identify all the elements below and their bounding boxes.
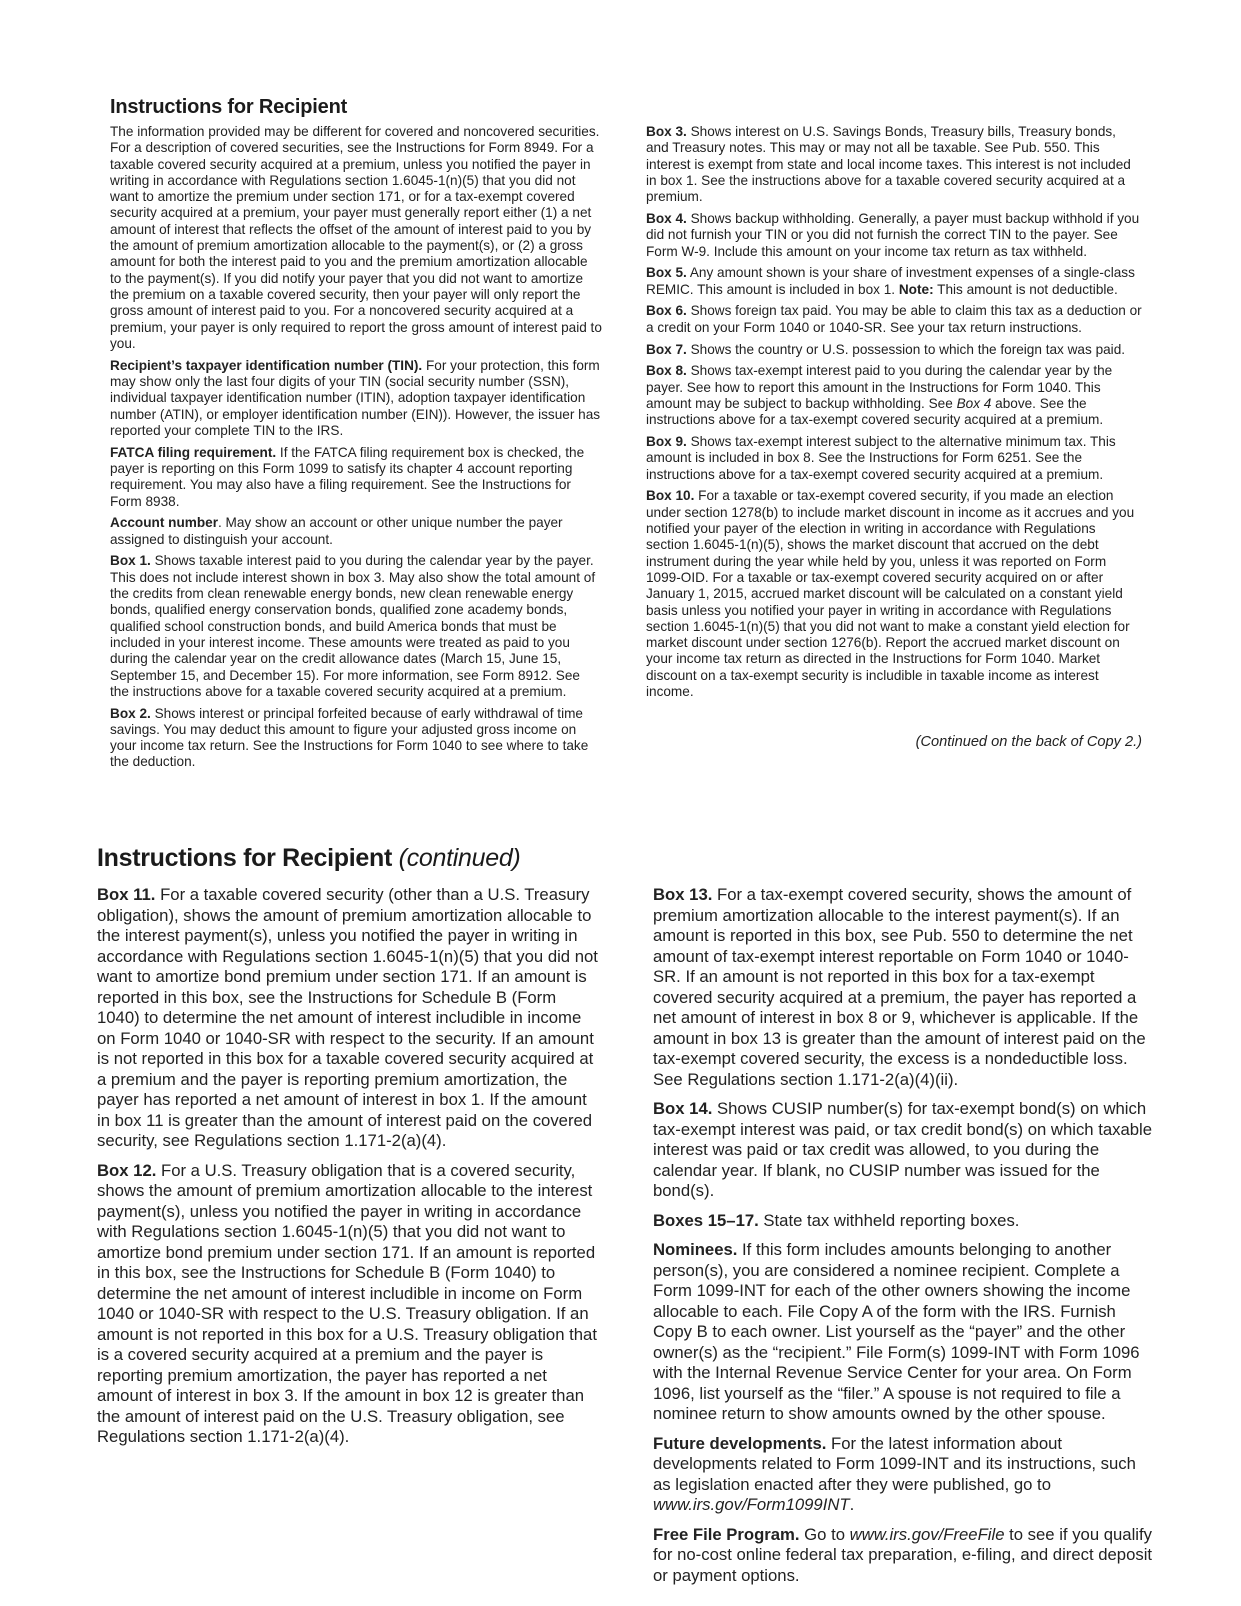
paragraph (646, 434, 1142, 483)
paragraph-lead: Future developments. (653, 1433, 827, 1453)
paragraph-lead: Box 4. (646, 210, 687, 226)
paragraph-text: For a tax-exempt covered security, shows the amount of premium amortization allocable to the interest payment(s). If an amount is reported in this box, see Pub. 550 to determine the net amount of tax-exempt interest reportable on Form 1040 or 1040-SR. If an amount is not reported in this box for a tax-exempt covered security acquired at a premium, the payer has reported a net amount of interest in box 8 or 9, whichever is applicable. If the amount in box 13 is greater than the amount of interest paid on the tax-exempt covered security, the excess is a nondeductible loss. See Regulations section 1.171-2(a)(4)(ii). (653, 885, 1146, 1089)
paragraph (653, 1240, 1155, 1425)
paragraph (97, 885, 603, 1152)
paragraph-text: Shows tax-exempt interest subject to the alternative minimum tax. This amount is included in box 8. See the Instructions for Form 6251. See the instructions above for a tax-exempt covered security acquired at a premium. (646, 434, 1116, 482)
paragraph-lead: Box 13. (653, 885, 713, 904)
section-title-continued (97, 843, 1155, 873)
paragraph-lead: Recipient’s taxpayer identification number (TIN). (110, 357, 423, 373)
paragraph-text: to see if you qualify for no-cost online federal tax preparation, e-filing, and direct deposit or payment options. (653, 1524, 1153, 1585)
paragraph (110, 515, 602, 548)
paragraph-text: Go to (799, 1524, 850, 1544)
paragraph-text: Shows foreign tax paid. You may be able to claim this tax as a deduction or a credit on your Form 1040 or 1040-SR. See your tax return instructions. (646, 303, 1142, 335)
paragraph-text: For a taxable covered security (other than a U.S. Treasury obligation), shows the amount of premium amortization allocable to the interest payment(s), unless you notified the payer in writing in accordance with Regulations section 1.6045-1(n)(5) that you did not want to amortize bond premium under section 171. If an amount is reported in this box, see the Instructions for Schedule B (Form 1040) to determine the net amount of interest includible in income on Form 1040 or 1040-SR with respect to the security. If an amount is not reported in this box for a taxable covered security acquired at a premium and the payer is reporting premium amortization, the payer has reported a net amount of interest in box 1. If the amount in box 11 is greater than the amount of interest paid on the covered security, see Regulations section 1.171-2(a)(4). (97, 885, 598, 1150)
paragraph-text: Any amount shown is your share of investment expenses of a single-class REMIC. This amount is included in box 1. (646, 265, 1135, 297)
paragraph (653, 885, 1155, 1090)
paragraph (110, 445, 602, 510)
right-column (646, 124, 1142, 776)
paragraph-lead: Box 14. (653, 1099, 713, 1118)
paragraph (653, 1525, 1155, 1587)
paragraph (653, 1099, 1155, 1202)
paragraph-lead: Account number (110, 515, 218, 531)
paragraph-text: Shows CUSIP number(s) for tax-exempt bond(s) on which tax-exempt interest was paid, or tax credit bond(s) on which taxable interest was paid or tax credit was allowed, to you during the calendar year. If blank, no CUSIP number was issued for the bond(s). (653, 1099, 1153, 1200)
right-column (653, 885, 1155, 1595)
paragraph-text: For your protection, this form may show only the last four digits of your TIN (social security number (SSN), individual taxpayer identification number (ITIN), adoption taxpayer identification number (ATIN), or employer identification number (EIN)). However, the issuer has reported your complete TIN to the IRS. (110, 357, 601, 438)
paragraph (646, 265, 1142, 298)
paragraph-lead: FATCA filing requirement. (110, 444, 277, 460)
paragraph-text: For a taxable or tax-exempt covered security, if you made an election under section 1278(b) to include market discount in income as it accrues and you notified your payer of the election in writing in accordance with Regulations section 1.6045-1(n)(5), shows the market discount that accrued on the debt instrument during the year while held by you, unless it was reported on Form 1099-OID. For a taxable or tax-exempt covered security acquired on or after January 1, 2015, accrued market discount will be calculated on a constant yield basis unless you notified your payer in writing in accordance with Regulations section 1.6045-1(n)(5) that you did not want to make a constant yield election for market discount under section 1276(b). Report the accrued market discount on your income tax return as directed in the Instructions for Form 1040. Market discount on a tax-exempt security is includible in taxable income as interest income. (646, 488, 1135, 699)
paragraph (646, 342, 1142, 358)
paragraph (653, 1434, 1155, 1516)
paragraph-lead: Box 7. (646, 341, 687, 357)
paragraph (110, 553, 602, 700)
paragraph-text: If this form includes amounts belonging to another person(s), you are considered a nominee recipient. Complete a Form 1099-INT for each of the other owners showing the income allocable to each. File Copy A of the form with the IRS. Furnish Copy B to each owner. List yourself as the “payer” and the other owner(s) as the “recipient.” File Form(s) 1099-INT with Form 1096 with the Internal Revenue Service Center for your area. On Form 1096, list yourself as the “filer.” A spouse is not required to file a nominee return to show amounts owned by the other spouse. (653, 1240, 1140, 1423)
section-title-text: Instructions for Recipient (110, 96, 348, 118)
paragraph-lead: Nominees. (653, 1240, 738, 1259)
paragraph-lead: Box 8. (646, 363, 687, 379)
paragraph-lead: Box 3. (646, 124, 687, 139)
paragraph-lead: Boxes 15–17. (653, 1210, 759, 1230)
section-instructions-for-recipient (110, 95, 1142, 776)
italic-text: www.irs.gov/FreeFile (849, 1524, 1005, 1544)
paragraph-lead: Box 6. (646, 303, 687, 319)
paragraph (646, 124, 1142, 205)
paragraph (646, 363, 1142, 428)
paragraph-text: . May show an account or other unique number the payer assigned to distinguish your account. (110, 515, 563, 547)
paragraph-text: . (849, 1495, 855, 1514)
paragraph-lead: Box 1. (110, 553, 151, 569)
paragraph (653, 1211, 1155, 1232)
columns (110, 124, 1142, 776)
paragraph-text: Shows the country or U.S. possession to which the foreign tax was paid. (686, 341, 1126, 357)
paragraph-text: For the latest information about developments related to Form 1099-INT and its instructions, such as legislation enacted after they were published, go to (653, 1433, 1136, 1494)
paragraph-text: The information provided may be different for covered and noncovered securities. For a description of covered securities, see the Instructions for Form 8949. For a taxable covered security acquired at a premium, unless you notified the payer in writing in accordance with Regulations section 1.6045-1(n)(5) that you did not want to amortize the premium under section 171, or for a tax-exempt covered security acquired at a premium, your payer must generally report either (1) a net amount of interest that reflects the offset of the amount of interest paid to you by the amount of premium amortization allocable to the payment(s), or (2) a gross amount for both the interest paid to you and the premium amortization allocable to the payment(s). If you did notify your payer that you did not want to amortize the premium on a taxable covered security, then your payer will only report the gross amount of interest paid to you. For a noncovered security acquired at a premium, your payer is only required to report the gross amount of interest paid to you. (110, 124, 602, 351)
paragraph-lead: Note: (898, 281, 934, 297)
paragraph-text: Shows backup withholding. Generally, a payer must backup withhold if you did not furnish your TIN or you did not furnish the correct TIN to the payer. See Form W-9. Include this amount on your income tax return as tax withheld. (646, 210, 1140, 259)
paragraph-lead: Free File Program. (653, 1524, 800, 1544)
italic-text: www.irs.gov/Form1099INT (653, 1495, 850, 1514)
left-column (97, 885, 603, 1595)
paragraph-text: If the FATCA filing requirement box is checked, the payer is reporting on this Form 1099 to satisfy its chapter 4 account reporting requirement. You may also have a filing requirement. See the Instructions for Form 8938. (110, 444, 585, 509)
left-column (110, 124, 602, 776)
paragraph-lead: Box 10. (646, 488, 695, 504)
paragraph (110, 706, 602, 771)
paragraph-lead: Box 11. (97, 885, 156, 904)
paragraph-lead: Box 2. (110, 705, 151, 721)
paragraph (110, 358, 602, 439)
paragraph-lead: Box 12. (97, 1160, 157, 1180)
paragraph (110, 124, 602, 352)
paragraph-text: This amount is not deductible. (933, 281, 1118, 297)
section-title (110, 95, 1142, 119)
section-title-suffix: (continued) (398, 844, 521, 872)
paragraph (97, 1161, 603, 1448)
section-title-text: Instructions for Recipient (97, 844, 393, 872)
paragraph-text: above. See the instructions above for a tax-exempt covered security acquired at a premium. (646, 395, 1104, 428)
italic-text: (Continued on the back of Copy 2.) (915, 734, 1142, 751)
paragraph-lead: Box 5. (646, 265, 687, 281)
paragraph (646, 211, 1142, 260)
section-instructions-continued (97, 843, 1155, 1595)
paragraph-text: State tax withheld reporting boxes. (758, 1210, 1020, 1230)
paragraph-text: Shows interest on U.S. Savings Bonds, Treasury bills, Treasury bonds, and Treasury notes. This may or may not all be taxable. See Pub. 550. This interest is exempt from state and local income taxes. This interest is not included in box 1. See the instructions above for a taxable covered security acquired at a premium. (646, 124, 1131, 205)
paragraph-lead: Box 9. (646, 434, 687, 450)
paragraph-text: For a U.S. Treasury obligation that is a covered security, shows the amount of premium amortization allocable to the interest payment(s), unless you notified the payer in writing in accordance with Regulations section 1.6045-1(n)(5) that you did not want to amortize bond premium under section 171. If an amount is reported in this box, see the Instructions for Schedule B (Form 1040) to determine the net amount of interest includible in income on Form 1040 or 1040-SR with respect to the U.S. Treasury obligation. If an amount is not reported in this box for a U.S. Treasury obligation that is a covered security acquired at a premium and the payer is reporting premium amortization, the payer has reported a net amount of interest in box 3. If the amount in box 12 is greater than the amount of interest paid on the U.S. Treasury obligation, see Regulations section 1.171-2(a)(4). (97, 1160, 597, 1446)
paragraph-text: Shows tax-exempt interest paid to you during the calendar year by the payer. See how to report this amount in the Instructions for Form 1040. This amount may be subject to backup withholding. See (646, 363, 1113, 411)
columns (97, 885, 1155, 1595)
continued-note (646, 734, 1142, 750)
italic-text: Box 4 (956, 395, 992, 411)
paragraph-text: Shows taxable interest paid to you during the calendar year by the payer. This does not include interest shown in box 3. May also show the total amount of the credits from clean renewable energy bonds, new clean renewable energy bonds, qualified energy conservation bonds, qualified zone academy bonds, qualified school construction bonds, and build America bonds that must be included in your interest income. These amounts were treated as paid to you during the calendar year on the credit allowance dates (March 15, June 15, September 15, and December 15). For more information, see Form 8912. See the instructions above for a taxable covered security acquired at a premium. (110, 553, 596, 699)
paragraph (646, 488, 1142, 700)
paragraph (646, 303, 1142, 336)
paragraph-text: Shows interest or principal forfeited because of early withdrawal of time savings. You may deduct this amount to figure your adjusted gross income on your income tax return. See the Instructions for Form 1040 to see where to take the deduction. (110, 705, 589, 770)
